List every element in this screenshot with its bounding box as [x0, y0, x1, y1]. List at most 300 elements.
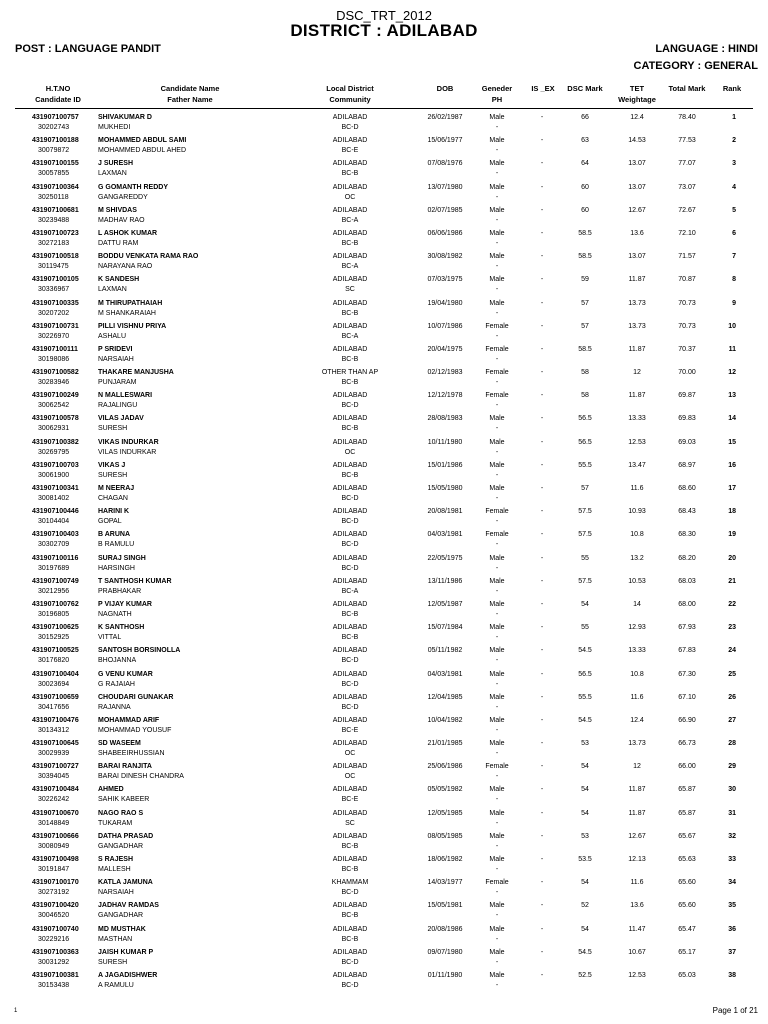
table-row [0, 782, 768, 805]
community: SC [345, 286, 355, 294]
rank: 35 [728, 902, 736, 910]
father-name: SHABEEIRHUSSIAN [98, 750, 165, 758]
local-district: ADILABAD [332, 531, 368, 539]
rank: 23 [728, 624, 736, 632]
candidate-name: MOHAMMAD ARIF [98, 716, 160, 724]
is-ex: - [540, 114, 544, 121]
dob: 10/07/1986 [427, 322, 463, 330]
rank: 25 [728, 670, 736, 678]
total-mark: 70.37 [678, 345, 696, 353]
candidate-id: 30023694 [38, 680, 70, 688]
father-name: RAJANNA [98, 703, 131, 711]
rank: 7 [732, 253, 736, 261]
candidate-name: SANTOSH BORSINOLLA [98, 647, 181, 655]
is-ex: - [540, 206, 544, 214]
gender: Female [485, 369, 509, 377]
community: BC-A [341, 263, 359, 271]
local-district: ADILABAD [332, 485, 368, 492]
gender: Male [489, 971, 505, 979]
rank: 14 [728, 415, 736, 423]
father-name: GANGADHAR [98, 842, 144, 850]
candidate-id: 30272183 [38, 239, 70, 247]
tet-weightage: 13.07 [628, 160, 646, 168]
table-row [0, 759, 768, 782]
rank: 38 [728, 971, 736, 979]
is-ex: - [540, 809, 544, 817]
table-row [0, 968, 768, 991]
tet-weightage: 13.73 [628, 740, 646, 748]
ph: - [495, 402, 499, 410]
dob: 09/07/1980 [427, 948, 463, 956]
ph: - [495, 657, 499, 665]
rank: 16 [728, 461, 736, 469]
dob: 12/12/1978 [427, 392, 463, 400]
dsc-mark: 55 [581, 624, 589, 632]
tet-weightage: 13.2 [630, 554, 644, 562]
htno: 431907100727 [32, 763, 79, 771]
tet-weightage: 10.93 [628, 508, 646, 516]
community: BC-D [341, 124, 359, 131]
dob: 19/04/1980 [427, 299, 463, 307]
tet-weightage: 11.6 [630, 485, 644, 492]
candidate-id: 30212956 [38, 587, 70, 595]
local-district: ADILABAD [332, 322, 368, 330]
dob: 10/11/1980 [427, 438, 463, 446]
rank: 10 [728, 322, 736, 330]
tet-weightage: 12.67 [628, 832, 646, 840]
dsc-mark: 64 [581, 160, 589, 168]
rank: 2 [732, 137, 736, 145]
local-district: ADILABAD [332, 693, 368, 701]
htno: 431907100170 [32, 879, 79, 887]
is-ex: - [540, 461, 544, 469]
total-mark: 70.87 [678, 276, 696, 284]
is-ex: - [540, 485, 544, 492]
gender: Female [485, 879, 509, 887]
candidate-name: MOHAMMED ABDUL SAMI [98, 137, 187, 145]
gender: Male [489, 600, 505, 608]
ph: - [495, 866, 499, 873]
table-row [0, 690, 768, 713]
dob: 15/05/1981 [427, 902, 463, 910]
candidate-id: 30226970 [38, 332, 70, 340]
dob: 05/11/1982 [427, 647, 463, 655]
table-row [0, 806, 768, 829]
candidate-id: 30046520 [38, 912, 70, 920]
dob: 05/05/1982 [427, 786, 463, 794]
rank: 13 [728, 392, 736, 400]
table-row [0, 180, 768, 203]
dob: 07/03/1975 [427, 276, 463, 284]
tet-weightage: 12.53 [628, 438, 646, 446]
ph: - [495, 170, 499, 178]
dob: 01/11/1980 [427, 971, 463, 979]
htno: 431907100446 [32, 508, 79, 516]
ph: - [495, 379, 499, 387]
is-ex: - [540, 670, 544, 678]
is-ex: - [540, 369, 544, 377]
community: BC-D [341, 518, 359, 526]
total-mark: 68.03 [678, 577, 696, 585]
dsc-mark: 52.5 [578, 971, 592, 979]
total-mark: 68.97 [678, 461, 696, 469]
htno: 431907100670 [32, 809, 79, 817]
rank: 29 [728, 763, 736, 771]
htno: 431907100476 [32, 716, 79, 724]
dsc-mark: 57 [581, 322, 589, 330]
tet-weightage: 13.73 [628, 322, 646, 330]
table-row [0, 133, 768, 156]
dsc-mark: 56.5 [578, 438, 592, 446]
community: BC-B [341, 842, 359, 850]
candidate-name: K SANDESH [98, 276, 140, 284]
is-ex: - [540, 971, 544, 979]
candidate-name: M NEERAJ [98, 485, 135, 492]
father-name: B RAMULU [98, 541, 135, 549]
htno: 431907100518 [32, 253, 79, 261]
column-local [310, 83, 390, 105]
column-rank: Rank [722, 84, 742, 93]
post-label: POST : LANGUAGE PANDIT [15, 43, 161, 55]
local-district: ADILABAD [332, 647, 368, 655]
ph: - [495, 680, 499, 688]
community: SC [345, 819, 355, 827]
gender: Female [485, 392, 509, 400]
gender: Male [489, 253, 505, 261]
total-mark: 70.73 [678, 322, 696, 330]
gender: Male [489, 647, 505, 655]
dob: 28/08/1983 [427, 415, 463, 423]
column-local-district-label: Local District [326, 84, 374, 93]
total-mark: 68.60 [678, 485, 696, 492]
community: BC-B [341, 425, 359, 433]
column-candidate-name-label: Candidate Name [160, 84, 220, 93]
is-ex: - [540, 902, 544, 910]
htno: 431907100404 [32, 670, 79, 678]
tet-weightage: 10.53 [628, 577, 646, 585]
candidate-name: P SRIDEVI [98, 345, 133, 353]
total-mark: 68.20 [678, 554, 696, 562]
dob: 15/06/1977 [427, 137, 463, 145]
candidate-name: VILAS JADAV [98, 415, 144, 423]
is-ex: - [540, 183, 544, 191]
dob: 04/03/1981 [427, 670, 463, 678]
father-name: SURESH [98, 425, 128, 433]
father-name: MUKHEDI [98, 124, 131, 131]
gender: Male [489, 624, 505, 632]
column-father-name-label: Father Name [167, 95, 213, 104]
local-district: ADILABAD [332, 948, 368, 956]
dob: 30/08/1982 [427, 253, 463, 261]
table-row [0, 852, 768, 875]
candidate-name: AHMED [98, 786, 124, 794]
candidate-name: J SURESH [98, 160, 134, 168]
gender: Male [489, 276, 505, 284]
community: BC-E [341, 726, 359, 734]
is-ex: - [540, 229, 544, 237]
tet-weightage: 13.6 [630, 229, 644, 237]
candidate-name: BARAI RANJITA [98, 763, 152, 771]
is-ex: - [540, 508, 544, 516]
dob: 12/05/1987 [427, 600, 463, 608]
ph: - [495, 889, 499, 897]
htno: 431907100105 [32, 276, 79, 284]
dsc-mark: 60 [581, 206, 589, 214]
local-district: ADILABAD [332, 253, 368, 261]
candidate-name: A JAGADISHWER [98, 971, 158, 979]
dob: 20/08/1986 [427, 925, 463, 933]
father-name: SURESH [98, 471, 128, 479]
father-name: MASTHAN [98, 935, 133, 943]
column-dob: DOB [436, 84, 454, 93]
father-name: NAGNATH [98, 610, 132, 618]
language-label: LANGUAGE : HINDI [655, 43, 758, 55]
total-mark: 69.03 [678, 438, 696, 446]
rank: 15 [728, 438, 736, 446]
is-ex: - [540, 647, 544, 655]
ph: - [495, 703, 499, 711]
total-mark: 68.30 [678, 531, 696, 539]
candidate-id: 30239488 [38, 216, 70, 224]
candidate-name: DATHA PRASAD [98, 832, 154, 840]
candidate-id: 30202743 [38, 124, 70, 131]
htno: 431907100625 [32, 624, 79, 632]
total-mark: 65.67 [678, 832, 696, 840]
candidate-id: 30394045 [38, 773, 70, 781]
father-name: SURESH [98, 958, 128, 966]
total-mark: 69.87 [678, 392, 696, 400]
gender: Male [489, 229, 505, 237]
father-name: GANGADHAR [98, 912, 144, 920]
dsc-mark: 59 [581, 276, 589, 284]
candidate-name: MD MUSTHAK [98, 925, 146, 933]
dsc-mark: 58.5 [578, 229, 592, 237]
table-row [0, 156, 768, 179]
tet-weightage: 14.53 [628, 137, 646, 145]
candidate-name: L ASHOK KUMAR [98, 229, 158, 237]
column-weightage-label: Weightage [618, 95, 656, 104]
table-row [0, 875, 768, 898]
gender: Female [485, 763, 509, 771]
local-district: ADILABAD [332, 345, 368, 353]
total-mark: 77.53 [678, 137, 696, 145]
htno: 431907100740 [32, 925, 79, 933]
htno: 431907100731 [32, 322, 79, 330]
total-mark: 67.30 [678, 670, 696, 678]
table-row [0, 713, 768, 736]
total-mark: 65.87 [678, 809, 696, 817]
tet-weightage: 12.53 [628, 971, 646, 979]
candidate-id: 30269795 [38, 448, 70, 456]
community: BC-D [341, 657, 359, 665]
dob: 10/04/1982 [427, 716, 463, 724]
table-row [0, 411, 768, 434]
community: OC [344, 773, 356, 781]
dob: 06/06/1986 [427, 229, 463, 237]
dsc-mark: 58 [581, 392, 589, 400]
tet-weightage: 12.4 [630, 114, 644, 121]
ph: - [495, 935, 499, 943]
candidate-name: VIKAS INDURKAR [98, 438, 159, 446]
community: BC-B [341, 610, 359, 618]
candidate-name: M SHIVDAS [98, 206, 137, 214]
candidate-id: 30417656 [38, 703, 70, 711]
dob: 25/06/1986 [427, 763, 463, 771]
local-district: ADILABAD [332, 670, 368, 678]
total-mark: 70.00 [678, 369, 696, 377]
candidate-id: 30134312 [38, 726, 70, 734]
tet-weightage: 12.93 [628, 624, 646, 632]
local-district: ADILABAD [332, 902, 368, 910]
table-row [0, 272, 768, 295]
tet-weightage: 11.47 [628, 925, 646, 933]
total-mark: 78.40 [678, 114, 696, 121]
dob: 26/02/1987 [427, 114, 463, 121]
candidate-name: B ARUNA [98, 531, 131, 539]
table-row [0, 296, 768, 319]
page-number: Page 1 of 21 [712, 1006, 758, 1015]
tet-weightage: 11.6 [630, 693, 644, 701]
total-mark: 72.10 [678, 229, 696, 237]
dsc-mark: 53 [581, 832, 589, 840]
candidate-name: P VIJAY KUMAR [98, 600, 152, 608]
tet-weightage: 12.13 [628, 856, 646, 863]
is-ex: - [540, 832, 544, 840]
column-total-mark: Total Mark [668, 84, 706, 93]
htno: 431907100381 [32, 971, 79, 979]
ph: - [495, 912, 499, 920]
candidate-name: M THIRUPATHAIAH [98, 299, 163, 307]
tet-weightage: 13.07 [628, 183, 646, 191]
column-candidate-id-label: Candidate ID [35, 95, 81, 104]
gender: Male [489, 438, 505, 446]
father-name: A RAMULU [98, 981, 134, 989]
ph: - [495, 216, 499, 224]
ph: - [495, 239, 499, 247]
htno: 431907100420 [32, 902, 79, 910]
candidate-name: SHIVAKUMAR D [98, 114, 152, 121]
father-name: NARSAIAH [98, 889, 134, 897]
dob: 13/07/1980 [427, 183, 463, 191]
candidate-name: JAISH KUMAR P [98, 948, 154, 956]
htno: 431907100762 [32, 600, 79, 608]
dob: 12/05/1985 [427, 809, 463, 817]
father-name: MOHAMMAD YOUSUF [98, 726, 172, 734]
local-district: ADILABAD [332, 856, 368, 863]
candidate-id: 30302709 [38, 541, 70, 549]
father-name: G RAJAIAH [98, 680, 135, 688]
dsc-mark: 57.5 [578, 531, 592, 539]
rank: 17 [728, 485, 736, 492]
tet-weightage: 13.47 [628, 461, 646, 469]
gender: Male [489, 948, 505, 956]
ph: - [495, 773, 499, 781]
candidate-id: 30061900 [38, 471, 70, 479]
is-ex: - [540, 322, 544, 330]
tet-weightage: 11.87 [628, 392, 646, 400]
htno: 431907100364 [32, 183, 79, 191]
htno: 431907100498 [32, 856, 79, 863]
dob: 15/05/1980 [427, 485, 463, 492]
community: BC-D [341, 495, 359, 502]
local-district: ADILABAD [332, 276, 368, 284]
father-name: M SHANKARAIAH [98, 309, 156, 317]
htno: 431907100335 [32, 299, 79, 307]
rank: 26 [728, 693, 736, 701]
candidate-id: 30148849 [38, 819, 70, 827]
community: BC-D [341, 541, 359, 549]
is-ex: - [540, 716, 544, 724]
dob: 22/05/1975 [427, 554, 463, 562]
dsc-mark: 54 [581, 786, 589, 794]
tet-weightage: 12.4 [630, 716, 644, 724]
column-gender-label: Geneder [481, 84, 513, 93]
community: BC-A [341, 587, 359, 595]
table-row [0, 249, 768, 272]
dsc-mark: 54 [581, 809, 589, 817]
is-ex: - [540, 415, 544, 423]
tet-weightage: 11.87 [628, 786, 646, 794]
is-ex: - [540, 693, 544, 701]
local-district: ADILABAD [332, 624, 368, 632]
htno: 431907100666 [32, 832, 79, 840]
dob: 04/03/1981 [427, 531, 463, 539]
ph: - [495, 332, 499, 340]
candidate-name: PILLI VISHNU PRIYA [98, 322, 167, 330]
candidate-id: 30250118 [38, 193, 69, 201]
gender: Female [485, 345, 509, 353]
dsc-mark: 55.5 [578, 693, 592, 701]
total-mark: 65.17 [678, 948, 696, 956]
candidate-id: 30196805 [38, 610, 70, 618]
candidate-id: 30081402 [38, 495, 70, 502]
ph: - [495, 750, 499, 758]
candidate-name: KATLA JAMUNA [98, 879, 153, 887]
dob: 15/07/1984 [427, 624, 463, 632]
is-ex: - [540, 948, 544, 956]
is-ex: - [540, 600, 544, 608]
candidate-id: 30031292 [38, 958, 70, 966]
table-row [0, 481, 768, 504]
local-district: ADILABAD [332, 160, 368, 168]
dsc-mark: 55.5 [578, 461, 592, 469]
tet-weightage: 13.33 [628, 647, 646, 655]
total-mark: 65.87 [678, 786, 696, 794]
candidate-name: VIKAS J [98, 461, 126, 469]
father-name: HARSINGH [98, 564, 135, 572]
community: BC-B [341, 170, 359, 178]
total-mark: 71.57 [678, 253, 696, 261]
table-row [0, 945, 768, 968]
candidate-id: 30029939 [38, 750, 70, 758]
dsc-mark: 54 [581, 879, 589, 887]
is-ex: - [540, 554, 544, 562]
community: BC-B [341, 239, 359, 247]
father-name: NARSAIAH [98, 355, 134, 363]
community: BC-B [341, 471, 359, 479]
table-row [0, 110, 768, 133]
table-row [0, 458, 768, 481]
rank: 9 [732, 299, 736, 307]
dsc-mark: 53 [581, 740, 589, 748]
candidate-name: K SANTHOSH [98, 624, 145, 632]
total-mark: 68.43 [678, 508, 696, 516]
htno: 431907100723 [32, 229, 79, 237]
total-mark: 65.03 [678, 971, 696, 979]
table-row [0, 551, 768, 574]
htno: 431907100403 [32, 531, 79, 539]
is-ex: - [540, 577, 544, 585]
